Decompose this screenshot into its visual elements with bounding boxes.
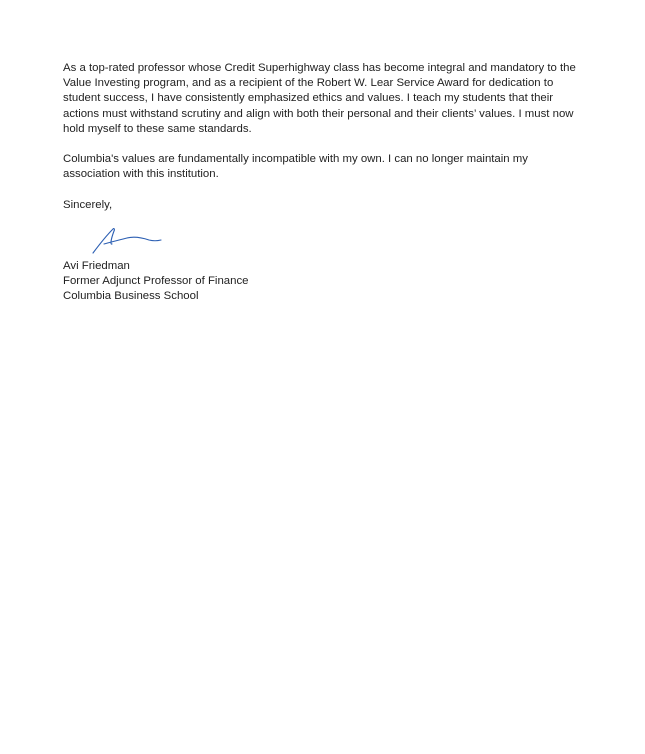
letter-body: [63, 61, 588, 305]
signature-block: [63, 259, 588, 305]
handwritten-signature: [87, 223, 163, 257]
letter-paragraph-credentials: As a top-rated professor whose Credit Superhighway class has become integral and mandatory to the Value Investing program, and as a recipient of the Robert W. Lear Service Award for dedication to student success, I have consistently emphasized ethics and values. I teach my students that their actions must withstand scrutiny and align with both their personal and their clients’ values. I must now hold myself to these same standards.: [63, 62, 576, 135]
letter-paragraph-resignation: Columbia's values are fundamentally incompatible with my own. I can no longer maintain my association with this institution.: [63, 153, 528, 181]
letter-closing: Sincerely,: [63, 198, 113, 211]
signatory-institution: Columbia Business School: [63, 290, 199, 303]
signatory-title: Former Adjunct Professor of Finance: [63, 275, 249, 288]
signatory-name: Avi Friedman: [63, 260, 130, 272]
